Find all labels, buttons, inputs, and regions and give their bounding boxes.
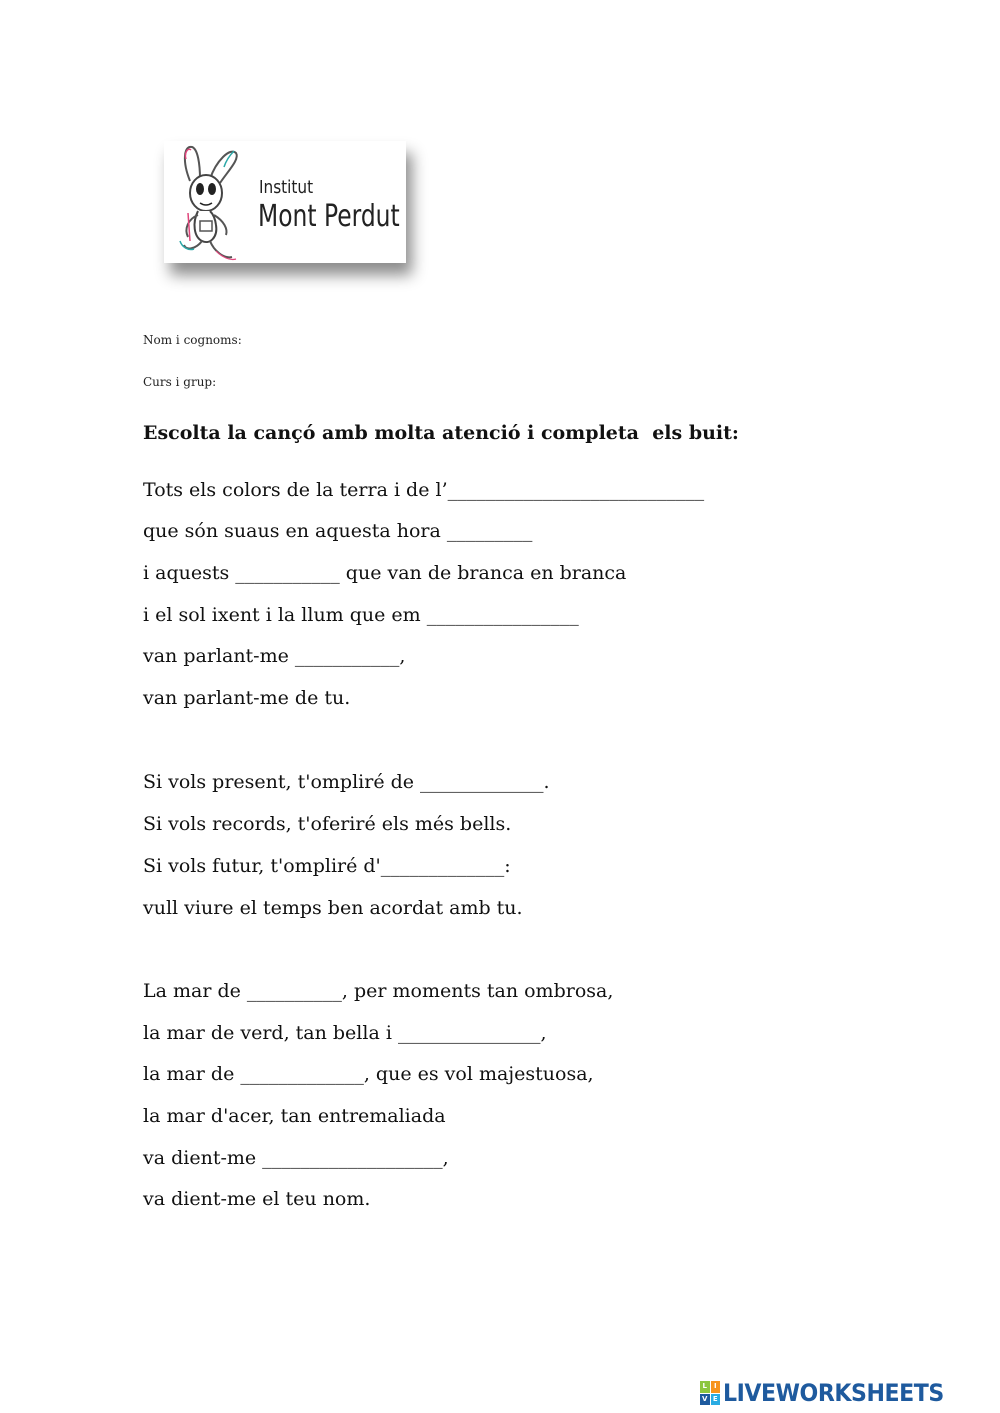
lyric-line: vull viure el temps ben acordat amb tu. xyxy=(143,897,523,919)
logo-letter: I xyxy=(711,1381,721,1393)
class-label: Curs i grup: xyxy=(143,375,217,389)
school-logo xyxy=(164,141,406,263)
lyric-line: La mar de __________, per moments tan ombrosa, xyxy=(143,980,614,1002)
lyric-line: va dient-me ___________________, xyxy=(143,1147,449,1169)
lyric-line: la mar de verd, tan bella i _______________, xyxy=(143,1022,547,1044)
lyric-line: Si vols futur, t'ompliré d'_____________: xyxy=(143,855,511,877)
logo-letter: E xyxy=(711,1394,721,1406)
lyric-line: Si vols records, t'oferiré els més bells. xyxy=(143,813,512,835)
logo-letter: V xyxy=(700,1394,710,1406)
logo-letter: L xyxy=(700,1381,710,1393)
lyric-line: van parlant-me ___________, xyxy=(143,645,406,667)
lyric-line: Si vols present, t'ompliré de _____________. xyxy=(143,771,550,793)
liveworksheets-brand xyxy=(700,1378,963,1408)
liveworksheets-wordmark: LIVEWORKSHEETS xyxy=(723,1379,944,1407)
lyric-line: i el sol ixent i la llum que em ________________ xyxy=(143,604,579,626)
logo-school-name: Mont Perdut xyxy=(258,199,400,234)
liveworksheets-logo-icon xyxy=(700,1381,720,1405)
lyric-line: que són suaus en aquesta hora _________ xyxy=(143,520,533,542)
lyric-line: va dient-me el teu nom. xyxy=(143,1188,371,1210)
rabbit-mascot-icon xyxy=(170,141,260,263)
lyric-line: van parlant-me de tu. xyxy=(143,687,351,709)
lyric-line: i aquests ___________ que van de branca en branca xyxy=(143,562,627,584)
instruction-heading: Escolta la cançó amb molta atenció i completa els buit: xyxy=(143,422,739,444)
lyric-line: Tots els colors de la terra i de l’___________________________ xyxy=(143,479,705,501)
lyric-line: la mar d'acer, tan entremaliada xyxy=(143,1105,446,1127)
name-label: Nom i cognoms: xyxy=(143,333,242,347)
lyric-line: la mar de _____________, que es vol majestuosa, xyxy=(143,1063,594,1085)
logo-institut-text: Institut xyxy=(259,177,314,198)
